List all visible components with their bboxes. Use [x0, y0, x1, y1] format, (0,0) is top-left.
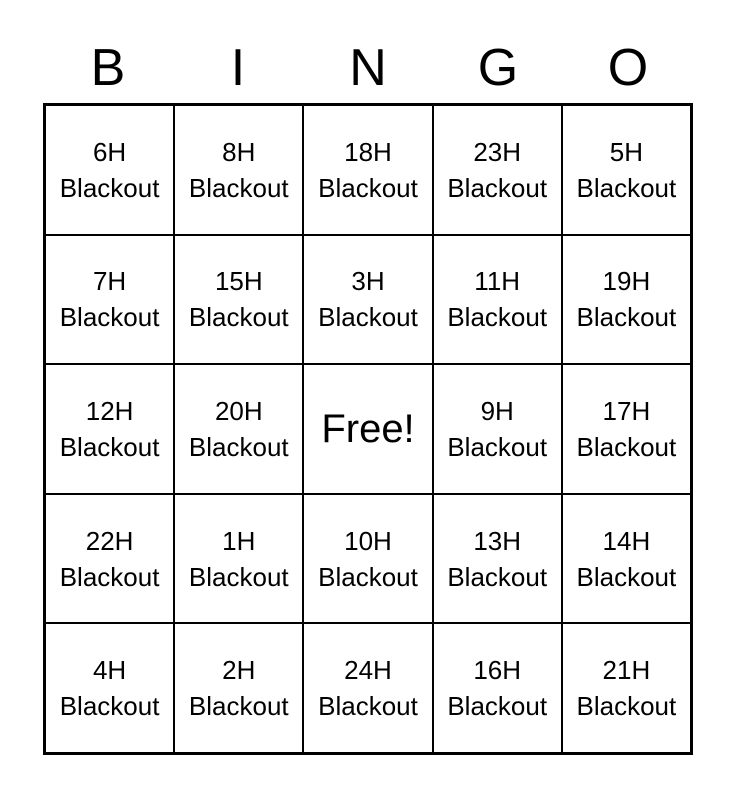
- cell-label-line2: Blackout: [576, 691, 677, 722]
- cell-label-line2: Blackout: [318, 561, 418, 592]
- bingo-cell-r1c1[interactable]: [45, 105, 174, 235]
- cell-label-line1: 3H: [351, 266, 385, 297]
- title-letter-g: G: [477, 39, 519, 97]
- bingo-cell-r3c1[interactable]: [45, 364, 174, 494]
- title-letter-b: B: [90, 39, 126, 97]
- cell-label-line2: Blackout: [188, 431, 289, 462]
- cell-label-line1: 2H: [222, 655, 256, 686]
- cell-label-line2: Blackout: [59, 172, 160, 203]
- cell-label-line1: 24H: [344, 655, 392, 686]
- cell-label-line1: 17H: [602, 395, 651, 426]
- bingo-cell-r2c2[interactable]: [174, 235, 303, 365]
- bingo-cell-r2c4[interactable]: [433, 235, 562, 365]
- bingo-cell-r1c2[interactable]: [174, 105, 303, 235]
- cell-label-line2: Blackout: [318, 691, 418, 722]
- bingo-title: [43, 36, 693, 100]
- cell-label-line1: 13H: [473, 525, 522, 556]
- bingo-cell-r3c2[interactable]: [174, 364, 303, 494]
- free-cell[interactable]: [303, 364, 432, 494]
- bingo-cell-r4c4[interactable]: [433, 494, 562, 624]
- cell-label-line2: Blackout: [59, 431, 160, 462]
- cell-label-line2: Blackout: [447, 431, 548, 462]
- cell-label-line1: 1H: [222, 525, 256, 556]
- bingo-cell-r1c3[interactable]: [303, 105, 432, 235]
- cell-label-line2: Blackout: [188, 691, 289, 722]
- bingo-cell-r1c5[interactable]: [562, 105, 691, 235]
- title-letter-i: I: [230, 39, 246, 97]
- bingo-cell-r3c4[interactable]: [433, 364, 562, 494]
- bingo-cell-r3c5[interactable]: [562, 364, 691, 494]
- cell-label-line2: Blackout: [447, 561, 548, 592]
- cell-label-line2: Blackout: [188, 172, 289, 203]
- cell-label-line2: Blackout: [447, 172, 548, 203]
- cell-label-line1: 19H: [602, 266, 651, 297]
- cell-label-line1: 7H: [92, 266, 127, 297]
- cell-label-line2: Blackout: [188, 561, 289, 592]
- cell-label-line2: Blackout: [447, 691, 548, 722]
- bingo-cell-r2c5[interactable]: [562, 235, 691, 365]
- cell-label-line2: Blackout: [447, 302, 548, 333]
- cell-label-line2: Blackout: [576, 302, 677, 333]
- cell-label-line1: 12H: [85, 395, 134, 426]
- cell-label-line1: 10H: [344, 525, 392, 556]
- cell-label-line1: 8H: [222, 136, 256, 167]
- bingo-cell-r5c5[interactable]: [562, 623, 691, 753]
- cell-label-line2: Blackout: [576, 561, 677, 592]
- cell-label-line2: Blackout: [318, 172, 418, 203]
- cell-label-line1: 4H: [92, 655, 127, 686]
- free-cell-label: Free!: [321, 406, 415, 451]
- cell-label-line1: 5H: [609, 136, 644, 167]
- title-letter-n: N: [349, 39, 387, 97]
- cell-label-line1: 22H: [85, 525, 134, 556]
- cell-label-line1: 18H: [344, 136, 392, 167]
- cell-label-line1: 9H: [480, 395, 514, 426]
- cell-label-line1: 23H: [473, 136, 522, 167]
- cell-label-line1: 11H: [474, 266, 521, 297]
- bingo-cell-r5c3[interactable]: [303, 623, 432, 753]
- cell-label-line2: Blackout: [59, 302, 160, 333]
- bingo-cell-r4c1[interactable]: [45, 494, 174, 624]
- cell-label-line1: 15H: [214, 266, 263, 297]
- cell-label-line2: Blackout: [59, 561, 160, 592]
- cell-label-line2: Blackout: [576, 172, 677, 203]
- cell-label-line1: 21H: [602, 655, 651, 686]
- bingo-cell-r1c4[interactable]: [433, 105, 562, 235]
- bingo-card-grid: [43, 103, 693, 755]
- bingo-cell-r2c1[interactable]: [45, 235, 174, 365]
- bingo-cell-r5c1[interactable]: [45, 623, 174, 753]
- cell-label-line2: Blackout: [318, 302, 418, 333]
- cell-label-line2: Blackout: [188, 302, 289, 333]
- bingo-cell-r4c5[interactable]: [562, 494, 691, 624]
- cell-label-line1: 20H: [214, 395, 263, 426]
- cell-label-line2: Blackout: [59, 691, 160, 722]
- cell-label-line1: 6H: [92, 136, 127, 167]
- bingo-cell-r5c4[interactable]: [433, 623, 562, 753]
- cell-label-line2: Blackout: [576, 431, 677, 462]
- cell-label-line1: 14H: [602, 525, 651, 556]
- cell-label-line1: 16H: [473, 655, 522, 686]
- bingo-cell-r2c3[interactable]: [303, 235, 432, 365]
- bingo-cell-r5c2[interactable]: [174, 623, 303, 753]
- bingo-cell-r4c3[interactable]: [303, 494, 432, 624]
- bingo-cell-r4c2[interactable]: [174, 494, 303, 624]
- title-letter-o: O: [607, 39, 649, 97]
